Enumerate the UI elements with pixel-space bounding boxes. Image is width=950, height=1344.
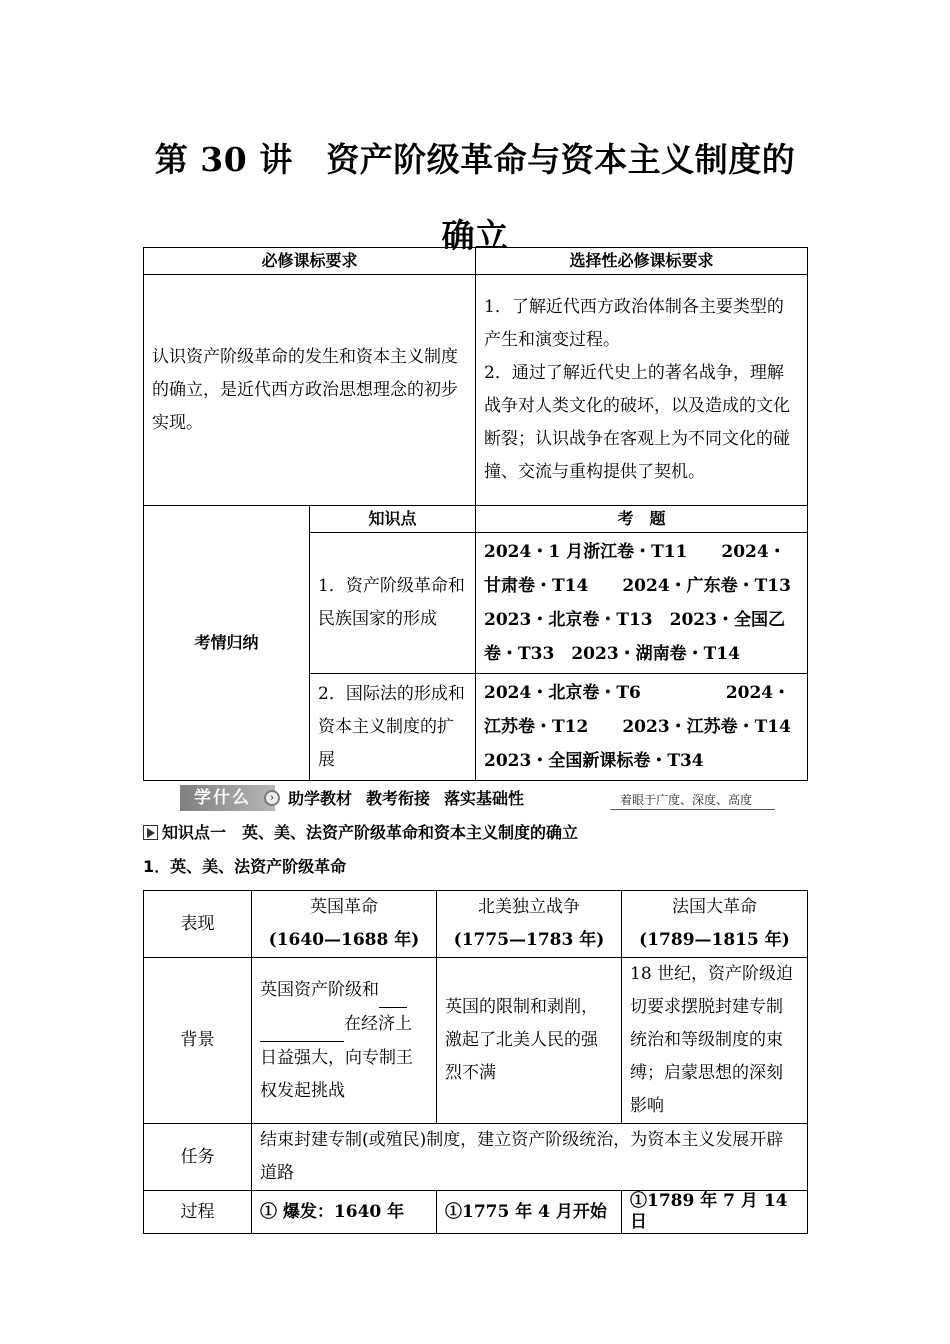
- england-background: [252, 958, 437, 1124]
- exam-question: 2023・湖南卷・T14: [571, 644, 740, 664]
- task-row: [144, 1124, 808, 1191]
- fill-in-blank: [260, 1008, 344, 1042]
- revolution-comparison-table: [143, 890, 808, 1234]
- background-row: [144, 958, 808, 1124]
- compulsory-header: 必修课标要求: [144, 248, 476, 275]
- banner-bar: [280, 787, 580, 811]
- england-background-end: 在经济上日益强大，向专制王权发起挑战: [260, 1013, 413, 1101]
- banner-note: 着眼于广度、深度、高度: [620, 793, 753, 807]
- knowledge-point-cell: 2．国际法的形成和资本主义制度的扩展: [310, 674, 476, 781]
- corner-header: 表现: [144, 891, 252, 958]
- america-header: [437, 891, 622, 958]
- banner-item: 助学教材: [288, 789, 353, 808]
- exam-summary-label: 考情归纳: [144, 506, 310, 781]
- title-line-1: 第 30 讲 资产阶级革命与资本主义制度的: [154, 140, 796, 179]
- england-header: [252, 891, 437, 958]
- exam-questions-cell: [476, 533, 808, 674]
- task-content: 结束封建专制(或殖民)制度，建立资产阶级统治，为资本主义发展开辟道路: [252, 1124, 808, 1191]
- exam-question: 2024・广东卷・T13: [622, 576, 791, 596]
- column-name: 北美独立战争: [478, 897, 580, 917]
- play-triangle-icon: [143, 825, 158, 840]
- france-process: ①1789 年 7 月 14 日: [622, 1191, 808, 1234]
- requirements-content-row: [144, 275, 808, 506]
- exam-question: 2023・北京卷・T13: [484, 610, 653, 630]
- column-name: 法国大革命: [672, 897, 757, 917]
- column-years: (1789—1815 年): [639, 930, 790, 950]
- knowledge-point-heading: [143, 820, 578, 846]
- france-background: 18 世纪，资产阶级迫切要求摆脱封建专制统治和等级制度的束缚；启蒙思想的深刻影响: [622, 958, 808, 1124]
- america-background: 英国的限制和剥削，激起了北美人民的强烈不满: [437, 958, 622, 1124]
- knowledge-point-cell: 1．资产阶级革命和民族国家的形成: [310, 533, 476, 674]
- exam-header-row: [144, 506, 808, 533]
- column-years: (1775—1783 年): [453, 930, 605, 950]
- background-label: 背景: [144, 958, 252, 1124]
- questions-column-header: 考 题: [476, 506, 808, 533]
- england-process: ① 爆发：1640 年: [252, 1191, 437, 1234]
- banner-divider: [610, 809, 775, 810]
- exam-question: 2024・北京卷・T6: [484, 683, 641, 703]
- exam-questions-cell: [476, 674, 808, 781]
- exam-question: 2024・江苏卷・T12: [484, 683, 791, 737]
- america-process: ①1775 年 4 月开始: [437, 1191, 622, 1234]
- banner-item: 落实基础性: [444, 789, 525, 808]
- elective-item: 2．通过了解近代史上的著名战争，理解战争对人类文化的破坏，以及造成的文化断裂；认识战争在客观上为不同文化的碰撞、交流与重构提供了契机。: [484, 363, 791, 482]
- exam-question: 2024・甘肃卷・T14: [484, 542, 786, 596]
- france-header: [622, 891, 808, 958]
- curriculum-requirements-table: [143, 247, 808, 781]
- chevron-right-icon: ›: [264, 790, 280, 806]
- title-line-2: 确立: [441, 216, 509, 255]
- section-heading: 1．英、美、法资产阶级革命: [143, 857, 347, 876]
- column-name: 英国革命: [310, 897, 378, 917]
- compulsory-requirement: 认识资产阶级革命的发生和资本主义制度的确立，是近代西方政治思想理念的初步实现。: [144, 275, 476, 506]
- exam-question: 2023・全国乙卷・T33: [484, 610, 785, 664]
- banner-item: 教考衔接: [366, 789, 431, 808]
- fill-in-blank: [379, 974, 407, 1008]
- knowledge-point-title: 知识点一 英、美、法资产阶级革命和资本主义制度的确立: [162, 823, 579, 842]
- exam-question: 2023・全国新课标卷・T34: [484, 751, 704, 771]
- requirements-header-row: [144, 248, 808, 275]
- section-banner: [180, 783, 775, 813]
- process-row: [144, 1191, 808, 1234]
- column-years: (1640—1688 年): [268, 930, 420, 950]
- process-label: 过程: [144, 1191, 252, 1234]
- exam-question: 2024・1 月浙江卷・T11: [484, 542, 688, 562]
- elective-requirement: [476, 275, 808, 506]
- knowledge-column-header: 知识点: [310, 506, 476, 533]
- elective-item: 1．了解近代西方政治体制各主要类型的产生和演变过程。: [484, 297, 784, 350]
- england-background-start: 英国资产阶级和: [260, 979, 379, 1000]
- banner-tab: 学什么: [180, 785, 275, 811]
- revolution-header-row: [144, 891, 808, 958]
- task-label: 任务: [144, 1124, 252, 1191]
- elective-header: 选择性必修课标要求: [476, 248, 808, 275]
- exam-question: 2023・江苏卷・T14: [622, 717, 791, 737]
